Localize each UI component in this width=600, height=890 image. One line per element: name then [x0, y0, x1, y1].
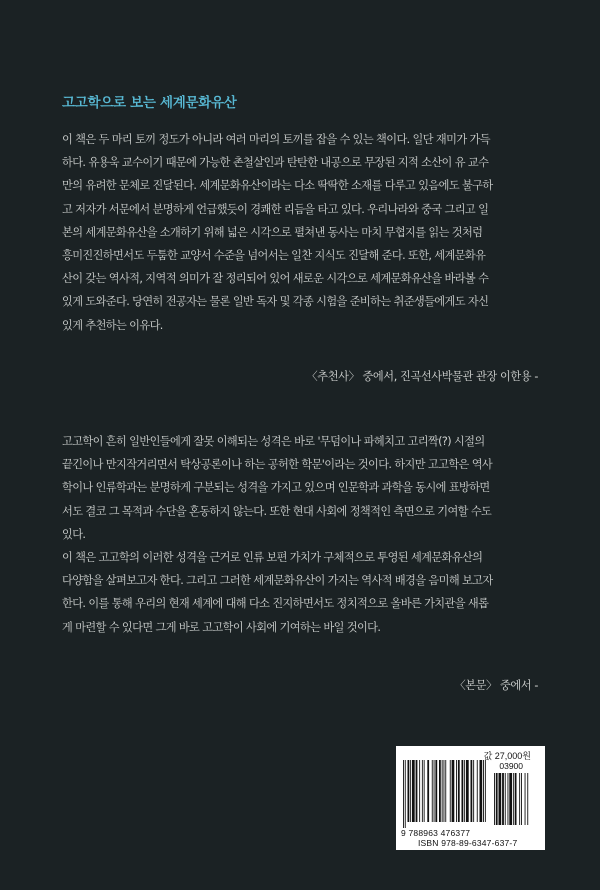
- barcode-bar: [439, 760, 441, 822]
- addon-barcode-graphic: [494, 773, 538, 827]
- addon-code: 03900: [499, 761, 523, 771]
- text-line: 있게 추천하는 이유다.: [62, 318, 163, 332]
- recommendation-text: [62, 128, 540, 337]
- barcode-bar: [509, 773, 512, 825]
- barcode-bar: [419, 760, 420, 822]
- barcode-bar: [502, 773, 504, 825]
- barcode-bar: [525, 773, 526, 825]
- barcode-bar: [508, 773, 509, 825]
- barcode-bar: [416, 760, 418, 822]
- barcode-bar: [408, 760, 410, 822]
- barcode-bar: [483, 760, 484, 822]
- text-line: 끝긴이나 만지작거리면서 탁상공론이나 하는 공허한 학문'이라는 것이다. 하지만 고고학은 역사: [62, 458, 493, 472]
- text-line: 게 마련할 수 있다면 그게 바로 고고학이 사회에 기여하는 바일 것이다.: [62, 620, 381, 634]
- barcode-bar: [485, 760, 486, 822]
- text-line: 이 책은 두 마리 토끼 정도가 아니라 여러 마리의 토끼를 잡을 수 있는 책이다. 일단 재미가 가득: [62, 133, 490, 146]
- barcode-bar: [477, 760, 478, 822]
- barcode-bar: [505, 773, 506, 825]
- excerpt-text: [62, 430, 540, 639]
- excerpt-attribution: 〈본문〉 중에서 -: [454, 679, 538, 692]
- barcode-bar: [515, 773, 517, 825]
- isbn-number: ISBN 978-89-6347-637-7: [418, 838, 518, 848]
- text-line: 있다.: [62, 527, 86, 541]
- text-line: 있게 도와준다. 당연히 전공자는 물론 일반 독자 및 각종 시험을 준비하는 취준생들에게도 자신: [62, 295, 489, 309]
- isbn-barcode-graphic: [403, 760, 491, 830]
- barcode-box: [396, 746, 545, 850]
- barcode-bar: [458, 760, 460, 822]
- barcode-bar: [473, 760, 474, 822]
- barcode-bar: [452, 760, 455, 822]
- text-line: 본의 세계문화유산을 소개하기 위해 넓은 시각으로 펼쳐낸 동사는 마치 무협지를 읽는 것처럼: [62, 225, 483, 239]
- barcode-bar: [444, 760, 445, 822]
- price-label: 값 27,000원: [483, 751, 531, 761]
- barcode-bar: [456, 760, 457, 822]
- barcode-bar: [471, 760, 473, 822]
- text-line: 고고학이 흔히 일반인들에게 잘못 이해되는 성격은 바로 '무덤이나 파헤치고 고리짝(?) 시절의: [62, 435, 485, 448]
- text-line: 한다. 이를 통해 우리의 현재 세계에 대해 다소 진지하면서도 정치적으로 올바른 가치관을 새롭: [62, 597, 489, 611]
- barcode-bar: [496, 773, 498, 825]
- barcode-bar: [432, 760, 433, 822]
- text-line: 산이 갖는 역사적, 지역적 의미가 잘 정리되어 있어 새로운 시각으로 세계문화유산을 바라볼 수: [62, 272, 489, 286]
- barcode-bar: [434, 760, 435, 822]
- barcode-bar: [435, 760, 437, 822]
- barcode-bar: [527, 773, 528, 825]
- text-line: 고 저자가 서문에서 분명하게 언급했듯이 경쾌한 리듬을 타고 있다. 우리나라와 중국 그리고 일: [62, 202, 489, 216]
- barcode-bar: [513, 773, 514, 825]
- barcode-bar: [424, 760, 425, 822]
- ean-digits: 9 788963 476377: [401, 828, 471, 838]
- text-line: 만의 유려한 문체로 진달된다. 세계문화유산이라는 다소 딱딱한 소재를 다루고 있음에도 불구하: [62, 179, 493, 193]
- section-heading: 고고학으로 보는 세계문화유산: [62, 95, 237, 111]
- text-line: 다양함을 살펴보고자 한다. 그리고 그러한 세계문화유산이 가지는 역사적 배경을 음미해 보고자: [62, 574, 493, 588]
- barcode-bar: [410, 760, 411, 822]
- barcode-bar: [462, 760, 464, 822]
- barcode-bar: [442, 760, 443, 822]
- barcode-bar: [499, 773, 502, 825]
- text-line: 이 책은 고고학의 이러한 성격을 근거로 인류 보편 가치가 구체적으로 투영된 세계문화유산의: [62, 551, 483, 565]
- text-line: 서도 결코 그 목적과 수단을 혼동하지 않는다. 또한 현대 사회에 정책적인 측면으로 기여할 수도: [62, 504, 492, 518]
- recommendation-attribution: 〈추천사〉 중에서, 진곡선사박물관 관장 이한용 -: [306, 370, 538, 383]
- text-line: 학이나 인류학과는 분명하게 구분되는 성격을 가지고 있으며 인문학과 과학을 동시에 표방하면: [62, 481, 490, 495]
- barcode-bar: [445, 760, 446, 822]
- barcode-bar: [480, 760, 483, 822]
- text-line: 흥미진진하면서도 두툼한 교양서 수준을 넘어서는 일찬 지식도 진달해 준다. 또한, 세계문화유: [62, 249, 486, 263]
- barcode-bar: [521, 773, 522, 825]
- barcode-bar: [405, 760, 406, 828]
- barcode-bar: [412, 760, 415, 822]
- barcode-bar: [466, 760, 469, 822]
- barcode-bar: [464, 760, 465, 822]
- barcode-bar: [494, 773, 495, 825]
- barcode-bar: [450, 760, 451, 822]
- text-line: 하다. 유용욱 교수이기 때문에 가능한 촌철살인과 탄탄한 내공으로 무장된 지적 소산이 유 교수: [62, 156, 489, 170]
- barcode-bar: [422, 760, 423, 822]
- barcode-bar: [403, 760, 404, 828]
- barcode-bar: [519, 773, 520, 825]
- barcode-bar: [427, 760, 429, 822]
